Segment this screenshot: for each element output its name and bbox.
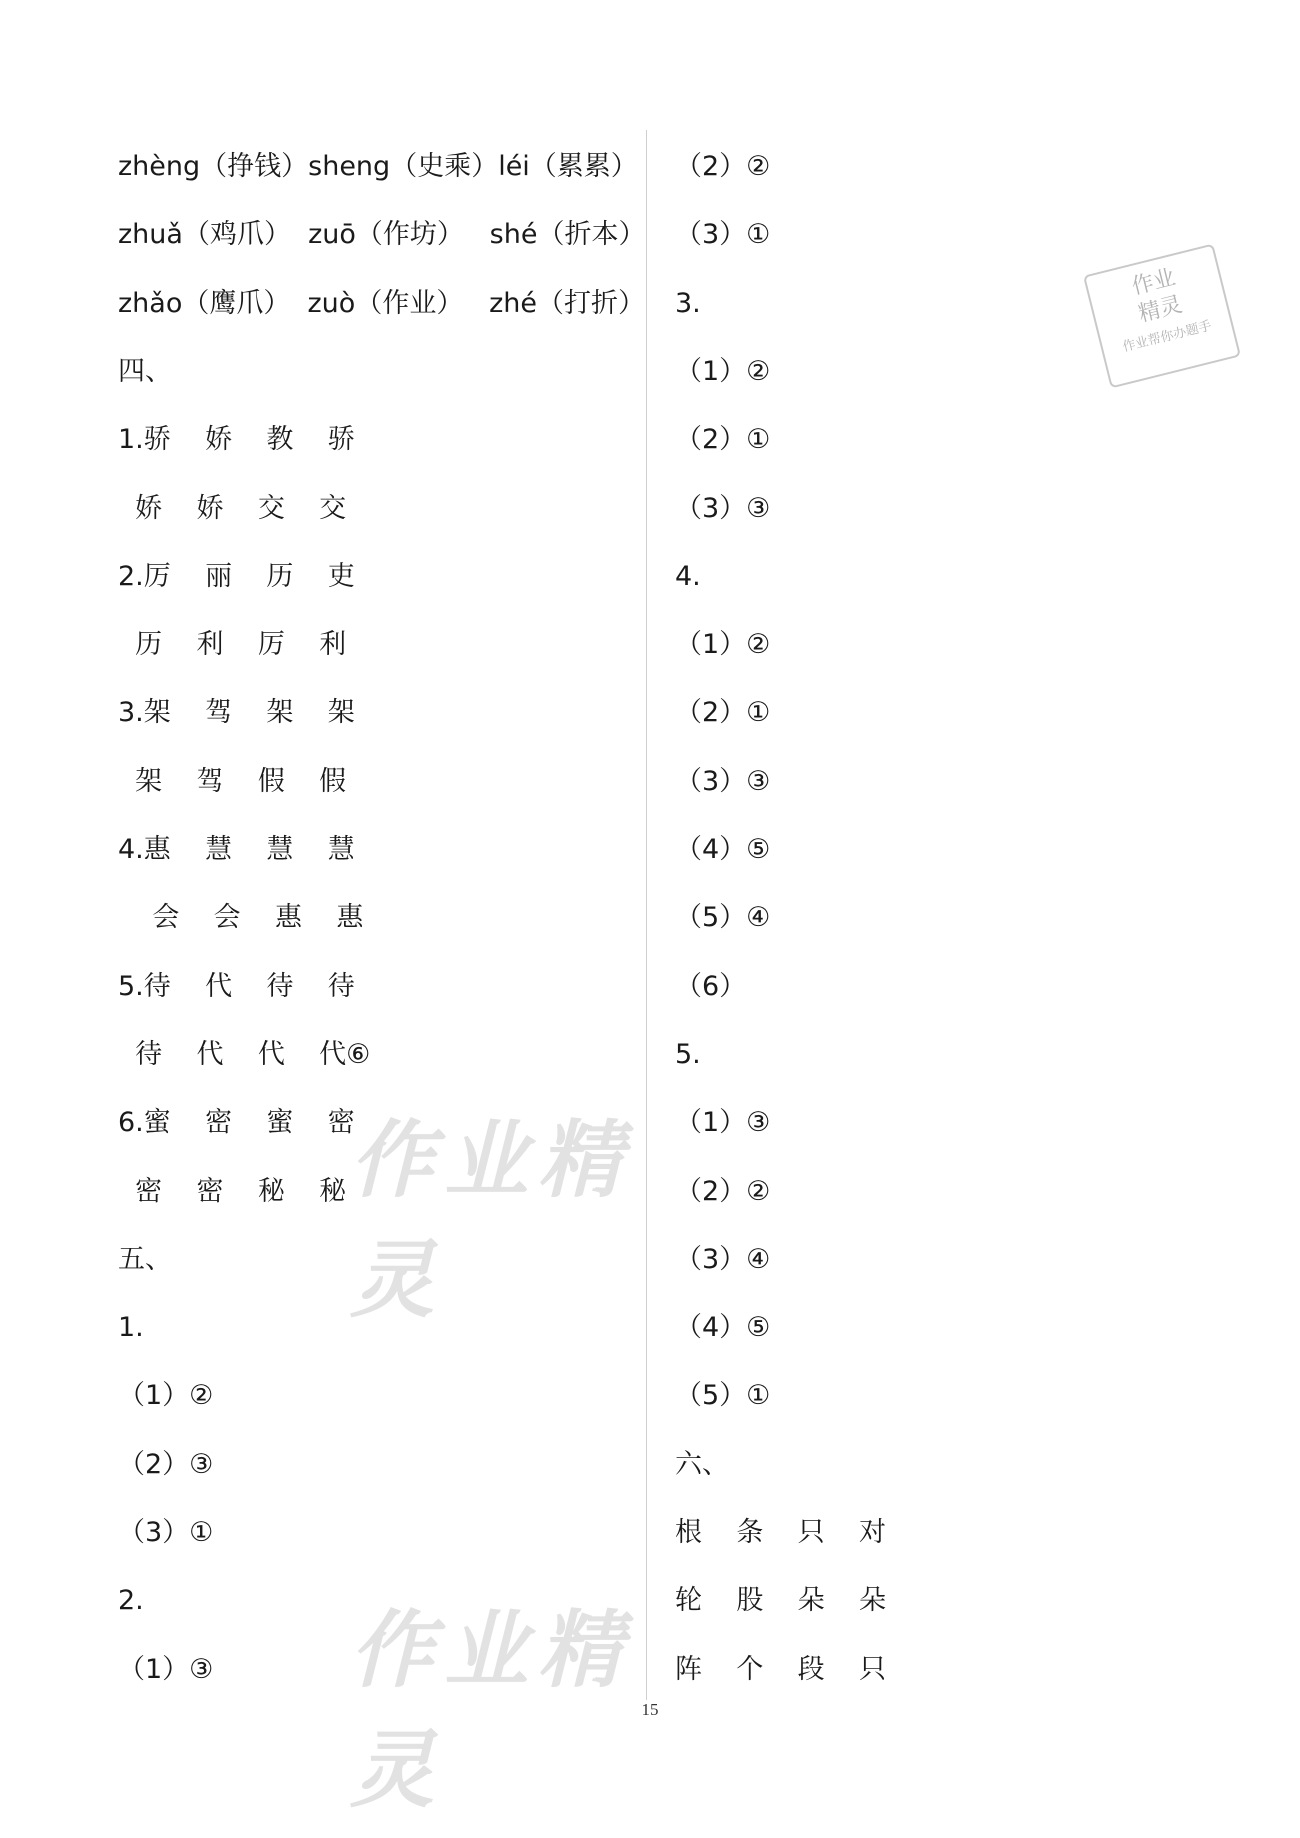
answer-line: （4）⑤ (675, 1312, 771, 1343)
answer-line: （5）④ (675, 902, 771, 933)
watermark-stamp (1083, 244, 1241, 389)
answer-line: （1）③ (675, 1107, 771, 1138)
answer-line: （1）② (118, 1380, 214, 1411)
answer-line: （2）① (675, 424, 771, 455)
answer-line: （2）② (675, 151, 771, 182)
answer-line: 4. (675, 561, 701, 592)
answer-line: 四、 (118, 356, 172, 387)
answer-line: 3. (675, 288, 701, 319)
answer-line: 2. (118, 1585, 144, 1616)
answer-line: （1）② (675, 356, 771, 387)
answer-line: （4）⑤ (675, 834, 771, 865)
answer-line: 轮 股 朵 朵 (675, 1585, 886, 1616)
answer-line: 3.架 驾 架 架 (118, 697, 355, 728)
answer-line: 1. (118, 1312, 144, 1343)
answer-line: zhuǎ（鸡爪） zuō（作坊） shé（折本） (118, 219, 646, 250)
answer-line: 六、 (675, 1449, 729, 1480)
answer-line: 1.骄 娇 教 骄 (118, 424, 355, 455)
answer-line: （5）① (675, 1380, 771, 1411)
watermark-upper: 作业精灵 (350, 1111, 633, 1329)
watermark-lower: 作业精灵 (350, 1601, 633, 1819)
answer-line: （2）③ (118, 1449, 214, 1480)
column-divider (646, 130, 647, 1700)
answer-line: 2.厉 丽 历 吏 (118, 561, 355, 592)
answer-line: 历 利 厉 利 (118, 629, 347, 660)
answer-line: （1）③ (118, 1654, 214, 1685)
answer-line: 密 密 秘 秘 (118, 1176, 347, 1207)
answer-line: 娇 娇 交 交 (118, 493, 347, 524)
answer-line: （3）③ (675, 766, 771, 797)
answer-line: 根 条 只 对 (675, 1517, 886, 1548)
answer-line: zhèng（挣钱）sheng（史乘）léi（累累） (118, 151, 638, 182)
answer-line: 阵 个 段 只 (675, 1654, 886, 1685)
answer-line: （3）① (118, 1517, 214, 1548)
page-number: 15 (641, 1700, 659, 1719)
answer-line: 待 代 代 代⑥ (118, 1039, 371, 1070)
answer-line: （2）① (675, 697, 771, 728)
answer-line: 会 会 惠 惠 (118, 902, 364, 933)
answer-line: （3）③ (675, 493, 771, 524)
stamp-line-2: 精灵 (1136, 292, 1185, 328)
answer-line: 4.惠 慧 慧 慧 (118, 834, 355, 865)
answer-line: （1）② (675, 629, 771, 660)
answer-line: （6） (675, 971, 747, 1002)
answer-line: （2）② (675, 1176, 771, 1207)
answer-line: 架 驾 假 假 (118, 766, 347, 797)
answer-line: 5.待 代 待 待 (118, 971, 355, 1002)
answer-line: zhǎo（鹰爪） zuò（作业） zhé（打折） (118, 288, 645, 319)
stamp-line-3: 作业帮你办题手 (1121, 318, 1214, 356)
answer-line: （3）① (675, 219, 771, 250)
answer-line: 6.蜜 密 蜜 密 (118, 1107, 355, 1138)
answer-line: 五、 (118, 1244, 172, 1275)
answer-line: 5. (675, 1039, 701, 1070)
answer-line: （3）④ (675, 1244, 771, 1275)
stamp-line-1: 作业 (1129, 265, 1179, 300)
